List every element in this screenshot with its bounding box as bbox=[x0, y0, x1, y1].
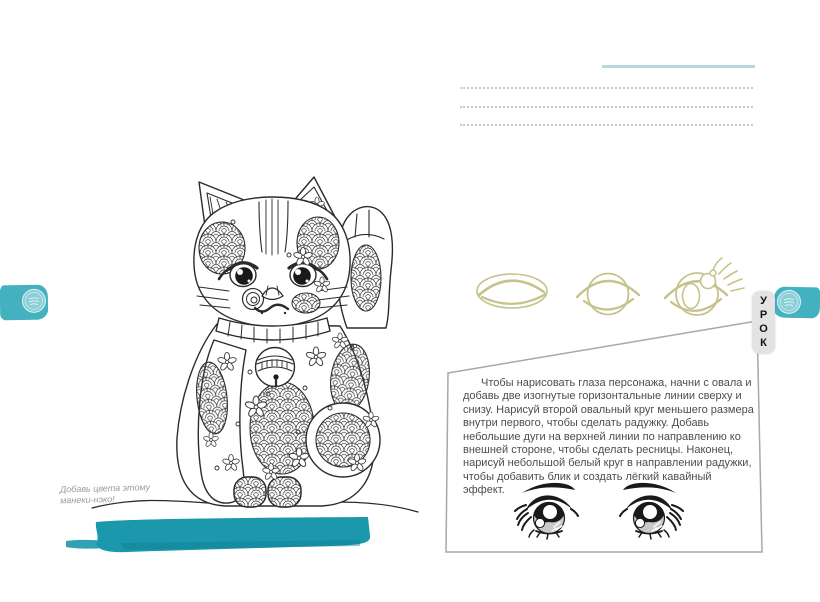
lesson-tab-label: УРОК bbox=[757, 294, 770, 351]
eye-step-1-oval bbox=[477, 274, 547, 308]
lesson-tab bbox=[752, 291, 775, 354]
eye-step-3-lashes-highlight bbox=[665, 258, 744, 315]
left-page-tab bbox=[0, 285, 48, 321]
teal-brush-stroke bbox=[66, 517, 370, 552]
eye-step-sketches bbox=[477, 258, 744, 315]
maneki-neko-illustration bbox=[177, 177, 393, 507]
round-stamp-icon bbox=[21, 288, 47, 314]
right-page-tab bbox=[774, 287, 820, 319]
coloring-prompt-note: Добавь цвета этому манеки-нэко! bbox=[59, 482, 151, 505]
eye-step-2-iris bbox=[577, 274, 639, 315]
round-stamp-icon bbox=[776, 289, 802, 315]
instruction-text: Чтобы нарисовать глаза персонажа, начни с овала и добавь две изогнутые горизонтальные линии сверху и снизу. Нарисуй второй овальный круг меньшего размера внутри первого, чтобы сделать радужку. Добавь небольшие дуги на верхней линии по направлению ко внешней стороне, чтобы сделать ресницы. Наконец, нарисуй небольшой белый круг в направлении радужки, чтобы добавить блик и создать лёгкий кавайный эффект. bbox=[463, 377, 754, 497]
